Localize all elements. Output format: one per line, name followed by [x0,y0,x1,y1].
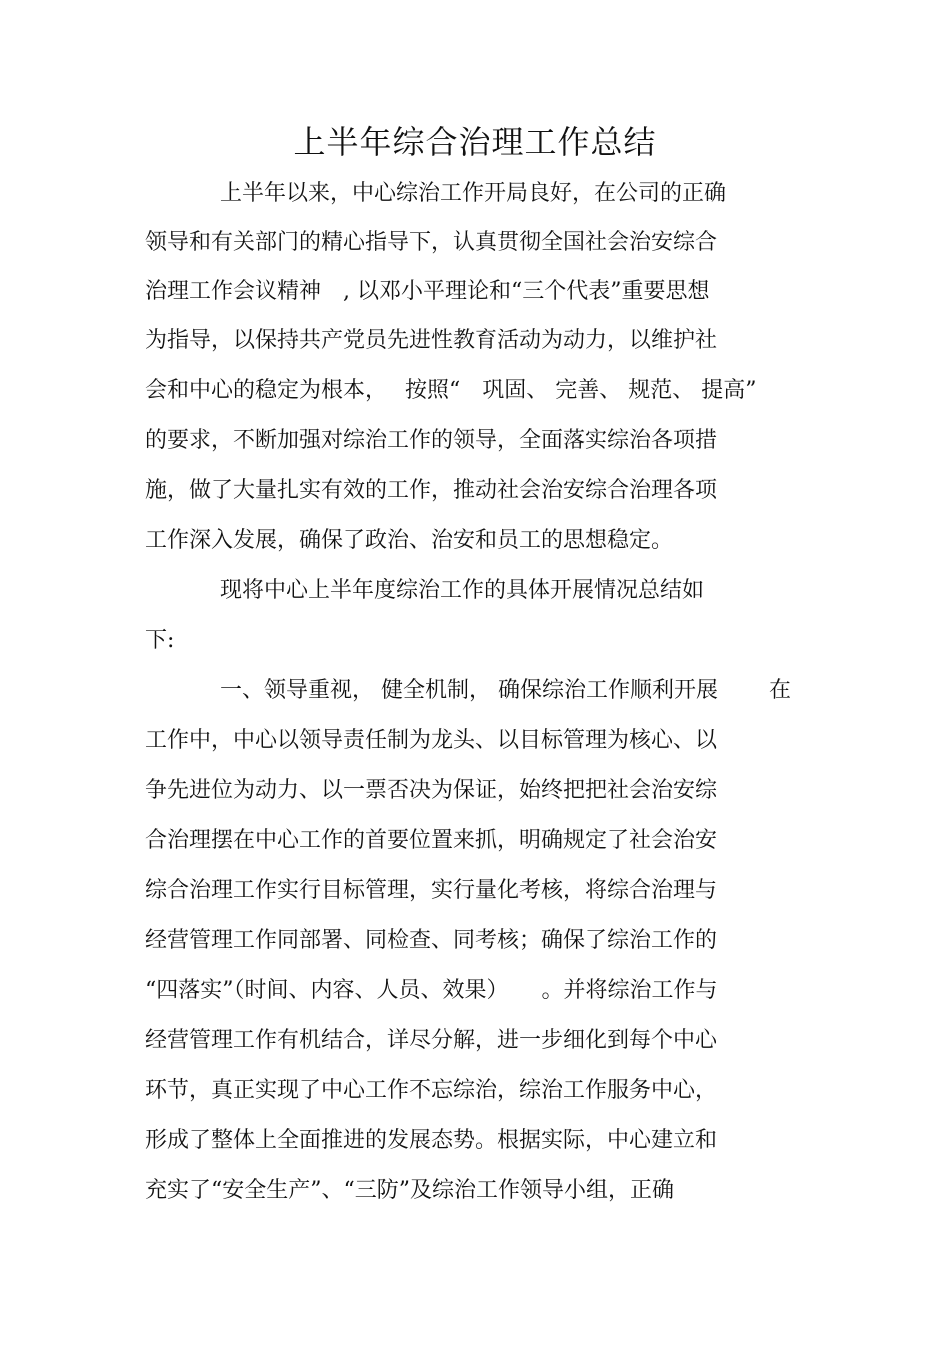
paragraph-line: 施，做了大量扎实有效的工作，推动社会治安综合治理各项 [145,478,718,503]
paragraph-line: 经营管理工作有机结合，详尽分解，进一步细化到每个中心 [145,1028,718,1053]
paragraph-line: 争先进位为动力、以一票否决为保证，始终把把社会治安综 [145,778,718,803]
paragraph-line: 工作中，中心以领导责任制为龙头、以目标管理为核心、以 [145,728,718,753]
paragraph-line: 的要求，不断加强对综治工作的领导，全面落实综治各项措 [145,428,718,453]
paragraph-line: 合治理摆在中心工作的首要位置来抓，明确规定了社会治安 [145,828,718,853]
paragraph-line: 形成了整体上全面推进的发展态势。根据实际，中心建立和 [145,1128,718,1153]
paragraph-line: 综合治理工作实行目标管理，实行量化考核，将综合治理与 [145,878,718,903]
paragraph-line: 治理工作会议精神 , 以邓小平理论和“三个代表”重要思想 [145,279,710,304]
paragraph-line: 充实了“安全生产”、“三防”及综治工作领导小组，正确 [145,1178,674,1203]
paragraph-line: 工作深入发展，确保了政治、治安和员工的思想稳定。 [145,528,674,553]
paragraph-line: 会和中心的稳定为根本， 按照“ 巩固、 完善、 规范、 提高” [145,378,757,403]
paragraph-line: 为指导，以保持共产党员先进性教育活动为动力，以维护社 [145,328,718,353]
paragraph-line: 下: [145,628,175,653]
section-heading-line: 一、领导重视， 健全机制， 确保综治工作顺利开展 在 [220,678,791,703]
paragraph-line: 环节，真正实现了中心工作不忘综治，综治工作服务中心， [145,1078,718,1103]
paragraph-line: “四落实”（时间、内容、人员、效果） 。并将综治工作与 [145,978,718,1003]
paragraph-line: 上半年以来，中心综治工作开局良好，在公司的正确 [220,181,727,206]
paragraph-line: 现将中心上半年度综治工作的具体开展情况总结如 [220,578,705,603]
document-title: 上半年综合治理工作总结 [293,123,657,161]
paragraph-line: 经营管理工作同部署、同检查、同考核；确保了综治工作的 [145,928,718,953]
paragraph-line: 领导和有关部门的精心指导下，认真贯彻全国社会治安综合 [145,230,718,255]
